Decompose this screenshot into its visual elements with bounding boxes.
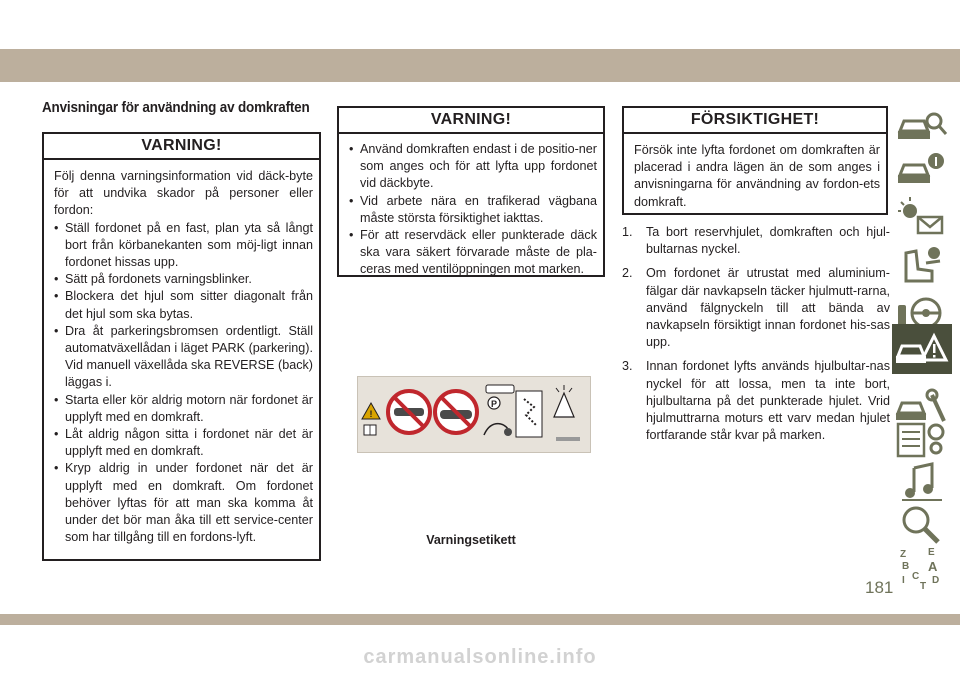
step-text: Om fordonet är utrustat med aluminium-fälgar där navkapseln täcker hjulmutt-rarna, använd fälgnyckeln till att bända av navkapseln försiktigt innan fordonet his-sas upp. (646, 266, 890, 350)
figure-caption: Varningsetikett (426, 533, 516, 547)
svg-text:I: I (902, 575, 905, 586)
page-number: 181 (865, 578, 894, 597)
svg-text:P: P (490, 399, 498, 409)
warning-box-2 (337, 106, 605, 277)
step-item (622, 265, 890, 351)
tab-car-info[interactable] (892, 143, 952, 193)
header-band (0, 49, 960, 82)
warning-label-graphic (358, 377, 590, 452)
magnifier-icon (892, 500, 952, 550)
section-title: Anvisningar för användning av domkraften (42, 100, 310, 116)
warning-box-1 (42, 132, 321, 561)
svg-text:Z: Z (900, 549, 907, 560)
list-item: • Dra åt parkeringsbromsen ordentligt. Ställ automatväxellådan i läget PARK (parkering). Vid manuell växellåda ska REVERSE (back) läggas i. (54, 323, 313, 392)
list-gear-icon (892, 414, 952, 464)
tab-search[interactable] (892, 500, 952, 550)
seat-airbag-icon (892, 239, 952, 289)
watermark: carmanualsonline.info (363, 646, 597, 668)
tab-specifications[interactable] (892, 414, 952, 464)
svg-text:E: E (928, 547, 935, 558)
tab-safety[interactable] (892, 239, 952, 289)
list-item: • För att reservdäck eller punkterade däck ska vara säkert förvarade måste de pla-ceras med ventilöppningen mot marken. (349, 227, 597, 279)
car-hazard-icon (892, 324, 952, 374)
jack-position-icon (516, 391, 542, 437)
list-item: • Använd domkraften endast i de positio-ner som anges och för att lyfta upp fordonet vid däckbyte. (349, 141, 597, 193)
index-letters-icon (892, 545, 952, 595)
step-item (622, 224, 890, 258)
list-item: • Kryp aldrig in under fordonet när det är upplyft med en domkraft. Om fordonet behöver lyftas för att man ska komma åt under det bör man åka till ett service-center som har tillgång till en fordons-lyft. (54, 460, 313, 546)
step-text: Innan fordonet lyfts används hjulbultar-nas nyckel för att lossa, men ta inte bort, hjulbultarna på det punkterade hjulet. Vrid hjulmuttrarna moturs ett varv medan hjulet fortfarande står kvar på marken. (646, 359, 890, 443)
list-item: • Blockera det hjul som sitter diagonalt från det hjul som ska bytas. (54, 288, 313, 322)
warning-list-1 (54, 220, 313, 547)
tab-lights-messages[interactable] (892, 191, 952, 241)
list-item: • Sätt på fordonets varningsblinker. (54, 271, 313, 288)
list-item: • Låt aldrig någon sitta i fordonet när det är upplyft med en domkraft. (54, 426, 313, 460)
svg-text:C: C (912, 571, 920, 582)
svg-text:B: B (902, 561, 910, 572)
step-item (622, 358, 890, 444)
svg-text:D: D (932, 575, 940, 586)
instruction-steps (622, 224, 890, 451)
step-text: Ta bort reservhjulet, domkraften och hjul-bultarnas nyckel. (646, 225, 890, 257)
warning-intro: Följ denna varningsinformation vid däck-byte för att undvika skador på personer eller fordon: (54, 169, 313, 218)
car-info-icon (892, 143, 952, 193)
exclamation-icon: ! (369, 409, 373, 419)
hazard-lights-icon (486, 385, 514, 393)
tab-emergency[interactable] (892, 324, 952, 374)
tab-index[interactable] (892, 545, 952, 595)
svg-text:T: T (920, 581, 927, 592)
warning-list-2 (349, 141, 597, 279)
warning-heading-2: VARNING! (339, 108, 603, 134)
step-number: 1. (622, 225, 633, 239)
list-item: • Vid arbete nära en trafikerad vägbana måste största försiktighet iakttas. (349, 193, 597, 227)
caution-heading: FÖRSIKTIGHET! (624, 108, 886, 134)
step-number: 3. (622, 359, 633, 374)
caution-box (622, 106, 888, 215)
step-number: 2. (622, 266, 633, 281)
warning-label-image (357, 376, 591, 453)
part-number-mark (556, 437, 580, 441)
list-item: • Starta eller kör aldrig motorn när fordonet är upplyft med en domkraft. (54, 392, 313, 426)
svg-text:A: A (928, 559, 938, 574)
list-item: • Ställ fordonet på en fast, plan yta så långt bort från körbanekanten som möj-ligt innan fordonet hissas upp. (54, 220, 313, 272)
footer-band (0, 614, 960, 625)
hand-caution-icon (554, 393, 574, 417)
caution-text: Försök inte lyfta fordonet om domkraften är placerad i andra lägen än de som anges i anvisningarna för användning av fordon-ets domkraft. (634, 143, 880, 209)
light-envelope-icon (892, 191, 952, 241)
warning-heading-1: VARNING! (44, 134, 319, 160)
